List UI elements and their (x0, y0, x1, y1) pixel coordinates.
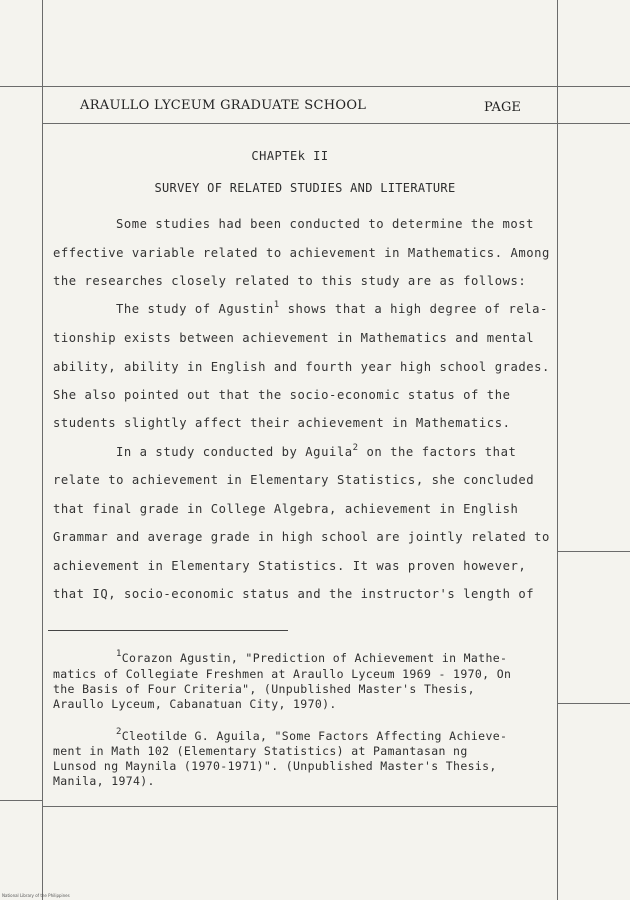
body-line: effective variable related to achievement in Mathematics. Among (53, 246, 550, 260)
footnote-2-marker: 2 (116, 727, 122, 737)
page-label: PAGE (484, 100, 521, 115)
footnote-1-text: Corazon Agustin, "Prediction of Achievement in Mathe- (121, 651, 508, 665)
body-line: that IQ, socio-economic status and the instructor's length of (53, 587, 535, 601)
body-line (116, 302, 548, 316)
footnote-1-line: Araullo Lyceum, Cabanatuan City, 1970). (53, 697, 337, 711)
footnote-1-line (116, 651, 507, 665)
left-margin-rule (42, 0, 43, 900)
body-line (116, 445, 516, 459)
header-bottom-rule (42, 123, 630, 124)
footnote-1-line: the Basis of Four Criteria", (Unpublished Master's Thesis, (53, 682, 475, 696)
footnote-divider (48, 630, 288, 631)
body-line: tionship exists between achievement in Mathematics and mental (53, 331, 535, 345)
footnote-2-text: Cleotilde G. Aguila, "Some Factors Affecting Achieve- (121, 729, 508, 743)
body-line: students slightly affect their achievement in Mathematics. (53, 416, 511, 430)
footnote-1-line: matics of Collegiate Freshmen at Araullo Lyceum 1969 - 1970, On (53, 667, 512, 681)
library-stamp: National Library of the Philippines (2, 893, 70, 898)
footnote-ref-2: 2 (352, 443, 359, 453)
section-title: SURVEY OF RELATED STUDIES AND LITERATURE (154, 181, 456, 195)
body-line: achievement in Elementary Statistics. It was proven however, (53, 559, 527, 573)
bottom-rule (42, 806, 557, 807)
school-header: ARAULLO LYCEUM GRADUATE SCHOOL (80, 98, 367, 113)
footnote-2-line (116, 729, 507, 743)
body-line: the researches closely related to this study are as follows: (53, 274, 527, 288)
footnote-ref-1: 1 (273, 300, 280, 310)
footnote-1-marker: 1 (116, 649, 122, 659)
chapter-heading: CHAPTEk II (251, 149, 329, 163)
body-text: shows that a high degree of rela- (279, 302, 548, 316)
body-line: Grammar and average grade in high school are jointly related to (53, 530, 550, 544)
footnote-2-line: ment in Math 102 (Elementary Statistics) at Pamantasan ng (53, 744, 468, 758)
body-line: She also pointed out that the socio-economic status of the (53, 388, 511, 402)
body-line: relate to achievement in Elementary Statistics, she concluded (53, 473, 535, 487)
body-line: Some studies had been conducted to determine the most (116, 217, 535, 231)
body-text: on the factors that (358, 445, 517, 459)
header-top-rule (0, 86, 630, 87)
footnote-2-line: Lunsod ng Maynila (1970-1971)". (Unpublished Master's Thesis, (53, 759, 497, 773)
body-text: The study of Agustin (116, 302, 274, 316)
right-tick-rule-2 (557, 703, 630, 704)
footnote-2-line: Manila, 1974). (53, 774, 155, 788)
right-tick-rule-1 (557, 551, 630, 552)
right-margin-rule (557, 0, 558, 900)
body-line: that final grade in College Algebra, achievement in English (53, 502, 519, 516)
body-line: ability, ability in English and fourth year high school grades. (53, 360, 550, 374)
body-text: In a study conducted by Aguila (116, 445, 353, 459)
left-tick-rule (0, 800, 42, 801)
